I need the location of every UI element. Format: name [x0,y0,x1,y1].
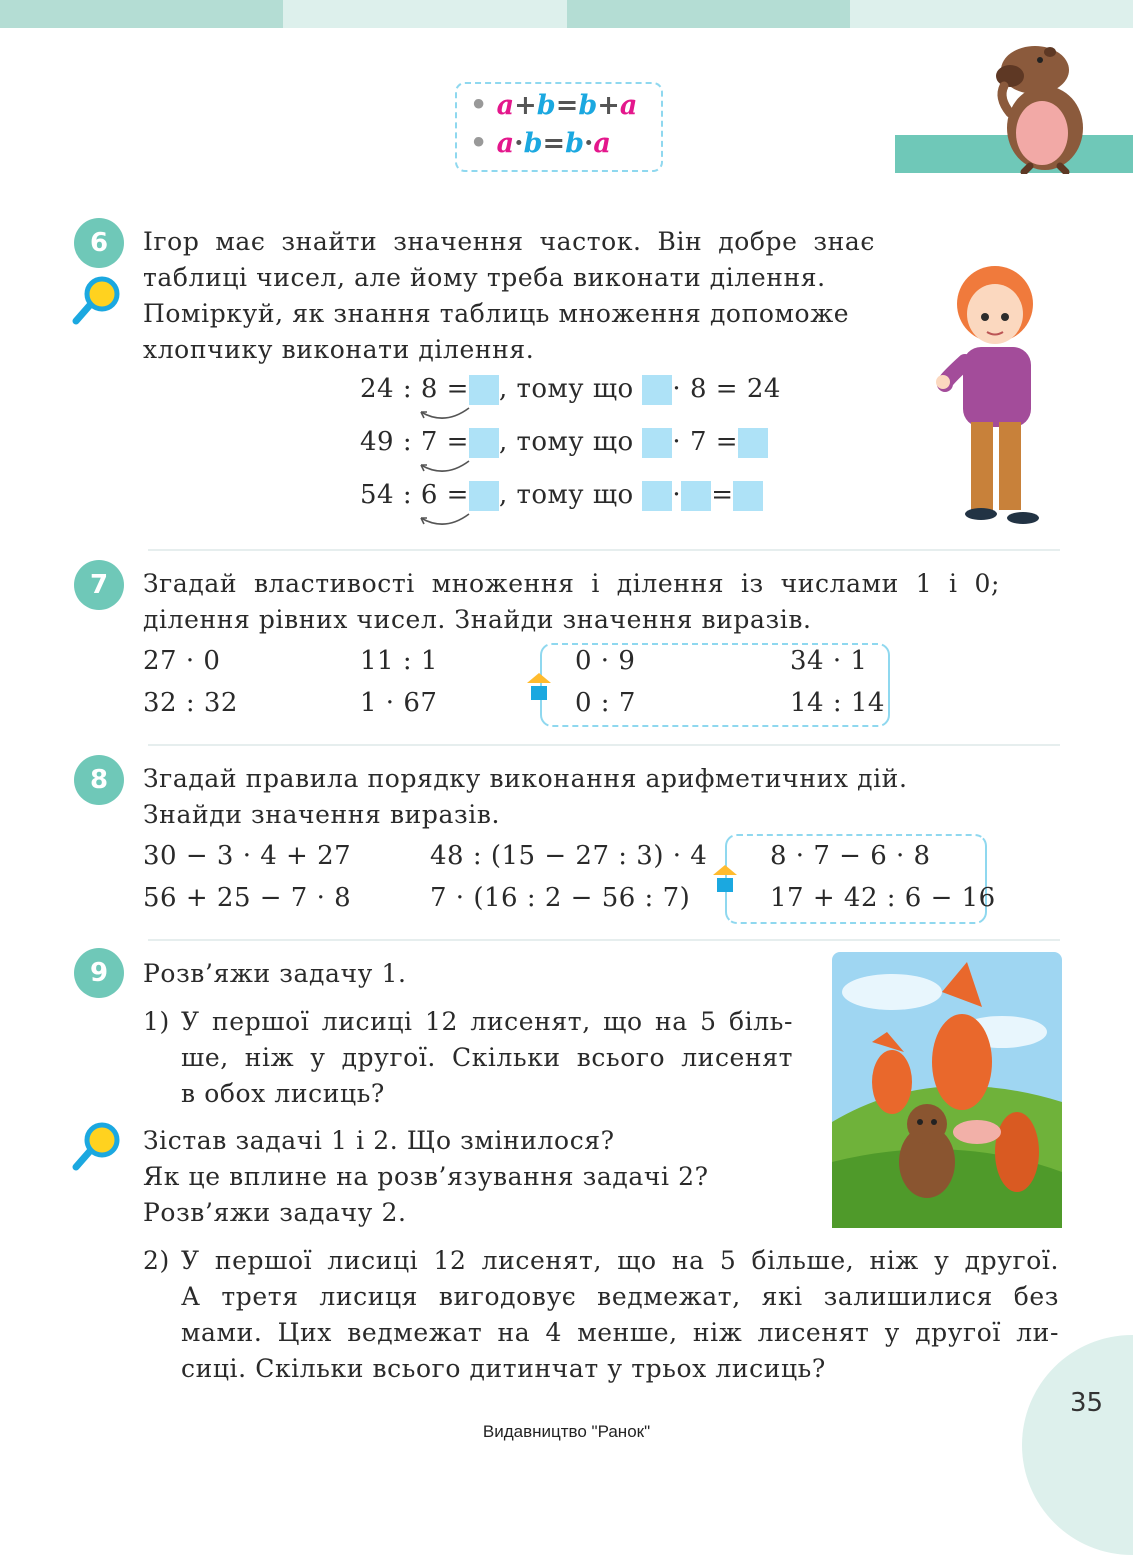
separator [148,939,1060,941]
task-9-p1-line-3: в обох лисиць? [181,1079,385,1108]
task-7-expr: 14 : 14 [790,688,885,718]
task-9-compare-line-2: Як це вплине на розв’язування задачі 2? [143,1162,709,1191]
bullet: • [470,90,488,121]
formula-line-1: • a+b=b+a [470,90,638,121]
top-bar-1 [0,0,283,28]
answer-box[interactable] [681,481,711,511]
task-9-p2-marker: 2) [143,1246,170,1275]
curved-arrow-icon [415,510,475,530]
task-7-expr: 1 · 67 [360,688,438,718]
capybara-illustration [990,38,1110,174]
task-8-expr: 17 + 42 : 6 − 16 [770,883,996,913]
task-7-badge: 7 [74,560,124,610]
curved-arrow-icon [415,404,475,424]
task-9-p2-line-2: А третя лисиця вигодовує ведмежат, які залишилися без [181,1282,1059,1311]
task-8-badge: 8 [74,755,124,805]
task-8-line-1: Згадай правила порядку виконання арифметичних дій. [143,764,908,793]
task-7-line-2: ділення рівних чисел. Знайди значення виразів. [143,605,812,634]
top-bar-4 [850,0,1133,28]
task-9-p2-line-3: мами. Цих ведмежат на 4 менше, ніж лисенят у другої ли- [181,1318,1059,1347]
magnifier-icon [70,274,124,328]
house-level-icon [712,864,738,894]
task-7-expr: 27 · 0 [143,646,221,676]
task-6-row-2: 49 : 7 = , тому що · 7 = [360,427,768,458]
answer-box[interactable] [738,428,768,458]
answer-box[interactable] [642,375,672,405]
separator [148,549,1060,551]
task-9-p2-line-4: сиці. Скільки всього дитинчат у трьох лисиць? [181,1354,826,1383]
task-8-line-2: Знайди значення виразів. [143,800,501,829]
answer-box[interactable] [469,481,499,511]
task-8-expr: 8 · 7 − 6 · 8 [770,841,931,871]
task-8-expr: 56 + 25 − 7 · 8 [143,883,352,913]
task-8-expr: 48 : (15 − 27 : 3) · 4 [430,841,708,871]
task-7-expr: 32 : 32 [143,688,238,718]
task-9-p1-line-2: ше, ніж у другої. Скільки всього лисенят [181,1043,793,1072]
bullet: • [470,128,488,159]
answer-box[interactable] [642,428,672,458]
task-9-compare-line-1: Зістав задачі 1 і 2. Що змінилося? [143,1126,615,1155]
task-9-p1-line-1: У першої лисиці 12 лисенят, що на 5 біль- [181,1007,793,1036]
task-7-expr: 0 · 9 [575,646,636,676]
formula-line-2: • a·b=b·a [470,128,611,159]
task-6-line-4: хлопчику виконати ділення. [143,335,535,364]
curved-arrow-icon [415,457,475,477]
answer-box[interactable] [733,481,763,511]
separator [148,744,1060,746]
answer-box[interactable] [642,481,672,511]
task-6-badge: 6 [74,218,124,268]
task-7-line-1: Згадай властивості множення і ділення із числами 1 і 0; [143,569,1000,598]
task-6-line-2: таблиці чисел, але йому треба виконати ділення. [143,263,826,292]
house-level-icon [526,672,552,702]
answer-box[interactable] [469,375,499,405]
task-7-expr: 34 · 1 [790,646,868,676]
task-8-expr: 30 − 3 · 4 + 27 [143,841,352,871]
magnifier-icon [70,1120,124,1174]
task-9-badge: 9 [74,948,124,998]
publisher-footer: Видавництво "Ранок" [482,1422,651,1441]
page-number: 35 [1070,1388,1104,1418]
boy-illustration [935,262,1065,532]
task-6-line-3: Поміркуй, як знання таблиць множення допоможе [143,299,850,328]
task-9-title: Розв’яжи задачу 1. [143,959,407,988]
task-6-row-1: 24 : 8 = , тому що · 8 = 24 [360,374,781,404]
task-8-expr: 7 · (16 : 2 − 56 : 7) [430,883,691,913]
answer-box[interactable] [469,428,499,458]
top-bar-3 [567,0,850,28]
task-9-compare-line-3: Розв’яжи задачу 2. [143,1198,407,1227]
task-9-p1-marker: 1) [143,1007,170,1036]
task-6-row-3: 54 : 6 = , тому що · = [360,480,763,511]
fox-family-illustration [832,952,1062,1228]
page-corner [1022,1335,1133,1555]
task-7-expr: 0 : 7 [575,688,636,718]
top-bar-2 [283,0,567,28]
task-9-p2-line-1: У першої лисиці 12 лисенят, що на 5 більше, ніж у другої. [181,1246,1059,1275]
task-7-expr: 11 : 1 [360,646,438,676]
task-6-line-1: Ігор має знайти значення часток. Він добре знає [143,227,875,256]
